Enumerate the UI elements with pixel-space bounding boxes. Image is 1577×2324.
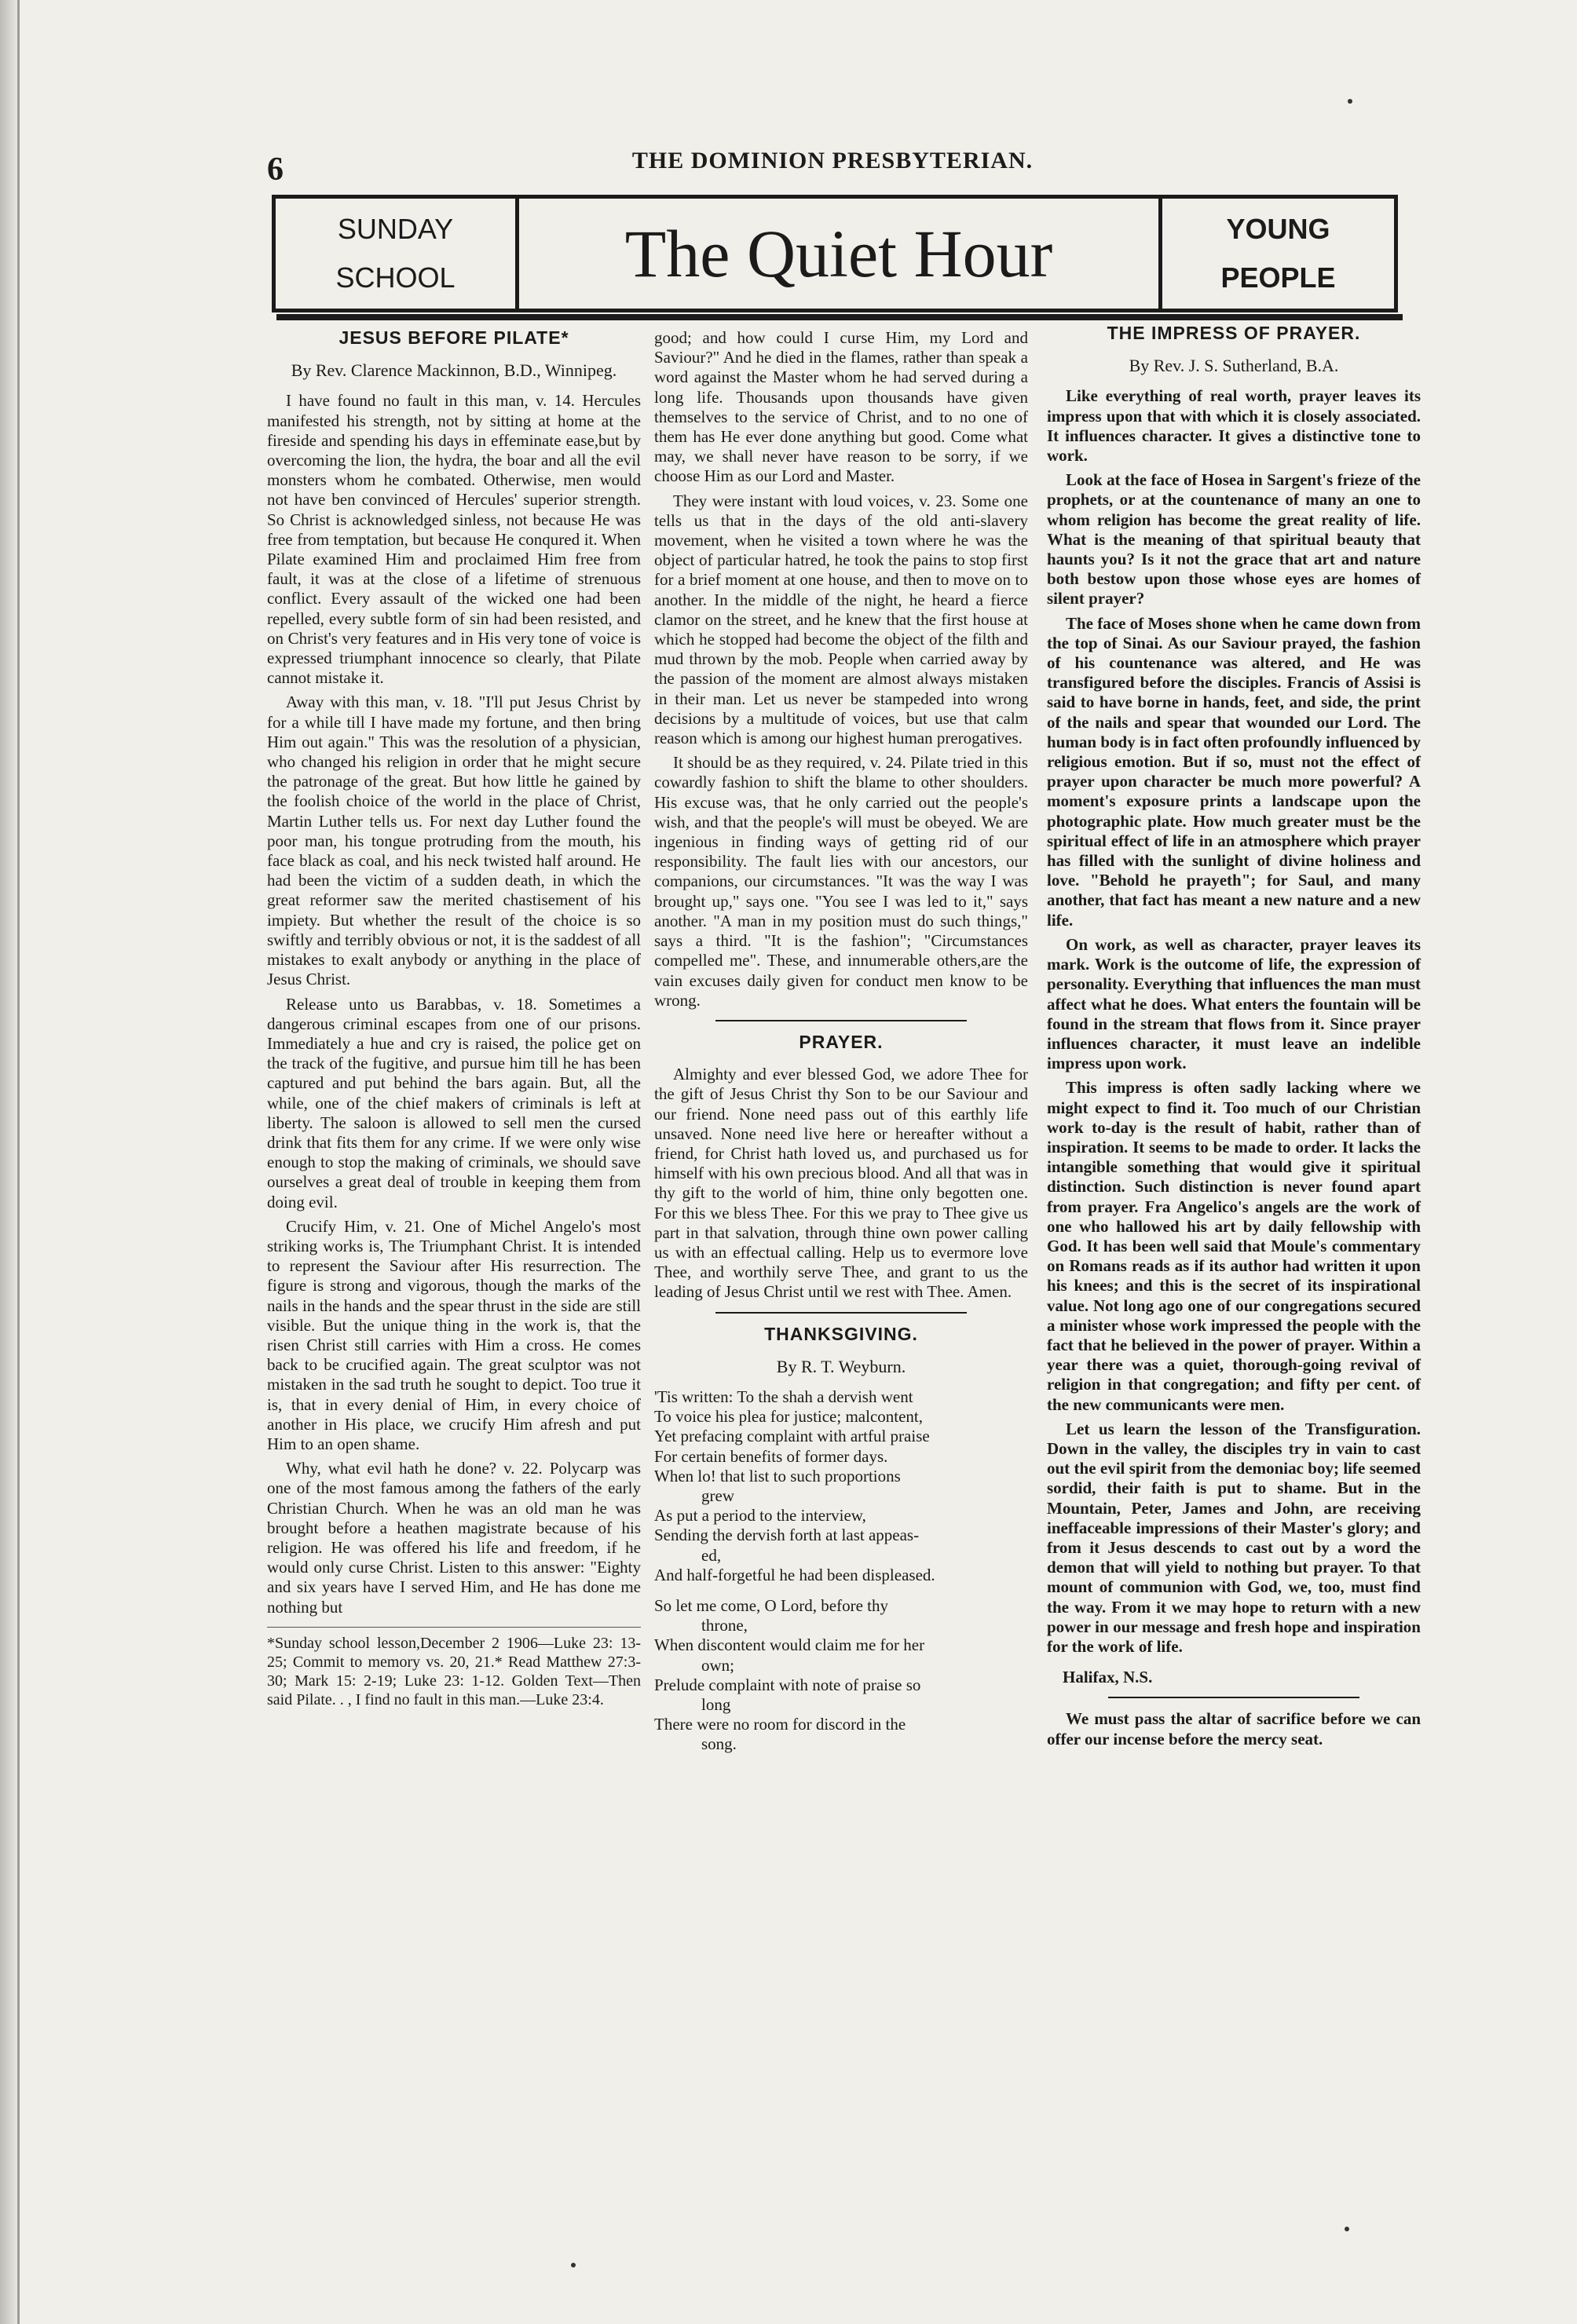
poem-line: There were no room for discord in the	[654, 1715, 906, 1734]
lesson-heading: JESUS BEFORE PILATE*	[338, 327, 569, 348]
poem-line: 'Tis written: To the shah a dervish went	[654, 1387, 913, 1406]
impress-heading: THE IMPRESS OF PRAYER.	[1107, 323, 1361, 343]
impress-paragraph: Look at the face of Hosea in Sargent's frieze of the prophets, or at the countenance of many an one to whom religion has become the great reality of life. What is the meaning of that spiritual beauty that haunts you? Is it not the grace that art and nature both bestow upon those whose eyes are homes of silent prayer?	[1047, 470, 1421, 608]
banner-shadow	[276, 314, 1403, 320]
poem-line-continuation: long	[701, 1695, 731, 1714]
thanksgiving-poem	[654, 1387, 1028, 1755]
impress-paragraph: On work, as well as character, prayer leaves its mark. Work is the outcome of life, the expression of personality. Everything that influences the man must affect what he does. What enters the fountain will be found in the stream that flows from it. Since prayer influences character, it must leave an indelible impress upon work.	[1047, 934, 1421, 1073]
banner-title: The Quiet Hour	[624, 216, 1053, 291]
banner-left-box	[276, 199, 519, 309]
lesson-paragraph: It should be as they required, v. 24. Pilate tried in this cowardly fashion to shift the blame to other shoulders. His excuse was, that he only carried out the people's wish, and that the people's will must be obeyed. We are ingenious in finding ways of getting rid of our responsibility. The fault lies with our ancestors, our companions, our circumstances. "It was the way I was brought up," says one. "You see I was led to it," says another. "A man in my position must do such things," says a third. "It is the fashion"; "Circumstances compelled me". These, and innumerable others,are the vain excuses daily given for conduct men know to be wrong.	[654, 753, 1028, 1010]
section-divider	[1108, 1697, 1359, 1698]
prayer-heading: PRAYER.	[799, 1031, 884, 1052]
lesson-paragraph: Why, what evil hath he done? v. 22. Polycarp was one of the most famous among the fathers of the early Christian Church. When he was an old man he was brought before a heathen magistrate because of his religion. He was offered his life and freedom, if he would only curse Christ. Listen to this answer: "Eighty and six years have I served Him, and He has done me nothing but	[267, 1459, 641, 1617]
poem-line-continuation: song.	[701, 1734, 737, 1754]
page-edge-line	[17, 0, 20, 2324]
column-right	[1047, 323, 1421, 1754]
lesson-paragraph: Crucify Him, v. 21. One of Michel Angelo's most striking works is, The Triumphant Christ. It is intended to represent the Saviour after His resurrection. The figure is strong and vigorous, though the marks of the nails in the hands and the spear thrust in the side are still visible. But the unique thing in the work is, that the risen Christ still carries with Him a cross. He comes back to be crucified again. The great sculptor was not mistaken in the sad truth he sought to depict. Too true it is, that in every denial of Him, in every choice of another in His place, we crucify Him afresh and put Him to an open shame.	[267, 1216, 641, 1453]
banner-right-line2: PEOPLE	[1220, 261, 1336, 294]
poem-line-continuation: ed,	[701, 1545, 722, 1565]
poem-line: Sending the dervish forth at last appeas-	[654, 1526, 920, 1545]
closing-note: We must pass the altar of sacrifice before we can offer our incense before the mercy seat.	[1047, 1709, 1421, 1748]
poem-line: For certain benefits of former days.	[654, 1446, 888, 1466]
column-middle	[654, 328, 1028, 1755]
page-edge-shadow	[0, 0, 17, 2324]
lesson-paragraph: They were instant with loud voices, v. 23. Some one tells us that in the days of the old anti-slavery movement, when he visited a town where he was the object of particular hatred, he took the pains to stop first for a brief moment at one house, and then to move on to another. In the middle of the night, he heard a fierce clamor on the street, and he knew that the first house at which he stopped had become the object of the filth and mud thrown by the mob. People when carried away by the passion of the moment are almost always mistaken in their man. Let us never be stampeded into wrong decisions by a multitude of voices, but use that calm reason which is among our highest human prerogatives.	[654, 491, 1028, 748]
poem-line-continuation: own;	[701, 1655, 734, 1675]
poem-line: So let me come, O Lord, before thy	[654, 1595, 888, 1615]
section-divider	[715, 1020, 967, 1021]
banner-right-line1: YOUNG	[1226, 213, 1330, 245]
lesson-paragraph: Release unto us Barabbas, v. 18. Sometimes a dangerous criminal escapes from one of our prisons. Immediately a hue and cry is raised, the police get on the track of the fugitive, and pursue him till he has been captured and put behind the bars again. But, all the while, one of the chief makers of criminals is left at liberty. The saloon is allowed to sell men the cursed drink that fits them for any crime. If we were only wise enough to stop the making of criminals, we should save ourselves a great deal of trouble in keeping them from doing evil.	[267, 994, 641, 1211]
banner-left-line2: SCHOOL	[335, 261, 456, 294]
running-head: THE DOMINION PRESBYTERIAN.	[631, 148, 1034, 174]
impress-paragraph: The face of Moses shone when he came down from the top of Sinai. As our Saviour prayed, the fashion of his countenance was altered, and He was transfigured before the disciples. Francis of Assisi is said to have borne in hands, feet, and side, the print of the nails and spear that wounded our Lord. The human body is in fact often profoundly influenced by religious emotion. But if so, must not the effect of prayer upon character be much more powerful? A moment's exposure prints a landscape upon the photographic plate. How much greater must be the spiritual effect of life in an atmosphere which prayer has filled with the sunlight of divine holiness and love. "Behold he prayeth"; for Saul, and many another, that fact has meant a new nature and a new life.	[1047, 613, 1421, 930]
impress-body	[1047, 386, 1421, 1748]
lesson-footnote	[267, 1627, 641, 1709]
impress-paragraph: Let us learn the lesson of the Transfiguration. Down in the valley, the disciples try in vain to cast out the evil spirit from the demoniac boy; life seemed sordid, their faith is put to shame. But in the Mountain, Peter, James and John, are receiving ineffaceable impressions of their Master's glory; and from it Jesus descends to cast out by a word the demon that will yield to nothing but prayer. To that mount of communion with God, we, too, must find the way. From it we may hope to return with a new power in our message and fresh hope and inspiration for the work of life.	[1047, 1419, 1421, 1656]
poem-line: Prelude complaint with note of praise so	[654, 1675, 921, 1694]
banner-left-line1: SUNDAY	[337, 213, 454, 245]
section-divider	[715, 1312, 967, 1314]
poem-line: As put a period to the interview,	[654, 1506, 866, 1526]
poem-line-continuation: throne,	[701, 1616, 748, 1635]
poem-line: To voice his plea for justice; malcontent,	[654, 1407, 924, 1427]
lesson-paragraph: Away with this man, v. 18. "I'll put Jesus Christ by for a while till I have made my fortune, and then bring Him out again." This was the resolution of a physician, who changed his religion in order that he might secure the patronage of the great. But how little he gained by the foolish choice of the world in the place of Christ, Martin Luther tells us. For next day Luther found the poor man, his tongue protruding from the mouth, his face black as coal, and his neck twisted half around. He had been the victim of a sudden death, in which the great reformer saw the merited chastisement of his impiety. But whether the result of the choice is so swiftly and terribly obvious or not, it is the saddest of all mistakes to exalt anybody or anything in the place of Jesus Christ.	[267, 692, 641, 989]
print-speck	[571, 2263, 576, 2267]
lesson-byline: By Rev. Clarence Mackinnon, B.D., Winnipeg.	[291, 360, 617, 381]
impress-paragraph: This impress is often sadly lacking where we might expect to find it. Too much of our Christian work to-day is the result of habit, rather than of inspiration. It seems to be made to order. It lacks the intangible something that would give it spiritual distinction. Such distinction is never found apart from prayer. Fra Angelico's angels are the work of one who hallowed his art by daily fellowship with God. It has been well said that Moule's commentary on Romans reads as if its author had written it upon his knees; and this is the secret of its inspirational value. Not long ago one of our congregations secured a minister whose work impressed the people with the fact that he believed in the power of prayer. Within a year there was a quiet, thorough-going revival of religion in that congregation; and fifty per cent. of the new communicants were men.	[1047, 1078, 1421, 1414]
thanksgiving-byline: By R. T. Weyburn.	[776, 1356, 906, 1376]
lesson-paragraph: good; and how could I curse Him, my Lord and Saviour?" And he died in the flames, rather than speak a word against the Master whom he had served during a long life. Thousands upon thousands have given themselves to the service of Christ, and to no one of them has He ever done anything but good. Come what may, we shall never have reason to be sorry, if we choose Him as our Lord and Master.	[654, 328, 1028, 486]
poem-line: And half-forgetful he had been displeased.	[654, 1565, 935, 1584]
impress-byline: By Rev. J. S. Sutherland, B.A.	[1129, 356, 1339, 376]
thanksgiving-heading: THANKSGIVING.	[764, 1323, 918, 1344]
print-speck	[1345, 2227, 1349, 2231]
poem-line-continuation: grew	[701, 1485, 734, 1505]
lesson-paragraph: I have found no fault in this man, v. 14. Hercules manifested his strength, not by sitting at home at the fireside and spending his days in effeminate ease,but by overcoming the lion, the hydra, the boar and all the evil monsters whom he combated. Otherwise, men would not have ben convinced of Hercules' superior strength. So Christ is acknowledged sinless, not because He was free from temptation, but because He conqured it. When Pilate examined Him and proclaimed Him free from fault, it was at the close of a lifetime of strenuous conflict. Every assault of the wicked one had been repelled, every subtle form of sin had been resisted, and on Christ's very features and in His very tone of voice is expressed triumphant innocence so clearly, that Pilate cannot mistake it.	[267, 391, 641, 688]
footnote-text: *Sunday school lesson,December 2 1906—Luke 23: 13-25; Commit to memory vs. 20, 21.* Read Matthew 27:3-30; Mark 15: 2-19; Luke 23: 1-12. Golden Text—Then said Pilate. . , I find no fault in this man.—Luke 23:4.	[267, 1634, 641, 1708]
poem-line: When discontent would claim me for her	[654, 1635, 925, 1655]
prayer-text: Almighty and ever blessed God, we adore Thee for the gift of Jesus Christ thy Son to be our Saviour and our friend. None need pass out of this earthly life unsaved. None need live here or hereafter without a friend, for Christ hath loved us, and purchased us for himself with his own precious blood. And all that was in thy gift to the world of him, thine only begotten one. For this we bless Thee. For this we pray to Thee give us part in that salvation, through thine own power calling us with an effectual calling. Help us to evermore love Thee, and worthily serve Thee, and grant to us the leading of Jesus Christ until we rest with Thee. Amen.	[654, 1065, 1028, 1302]
stanza-gap	[654, 1585, 1028, 1596]
poem-line: When lo! that list to such proportions	[654, 1466, 901, 1485]
column-left	[267, 328, 641, 1714]
impress-signoff: Halifax, N.S.	[1063, 1668, 1153, 1687]
section-banner	[272, 195, 1398, 312]
page-number: 6	[267, 152, 284, 188]
impress-paragraph: Like everything of real worth, prayer leaves its impress upon that with which it is closely associated. It influences character. It gives a distinctive tone to work.	[1047, 386, 1421, 466]
print-speck	[1348, 99, 1352, 104]
banner-right-box	[1158, 199, 1394, 309]
poem-line: Yet prefacing complaint with artful praise	[654, 1427, 930, 1446]
